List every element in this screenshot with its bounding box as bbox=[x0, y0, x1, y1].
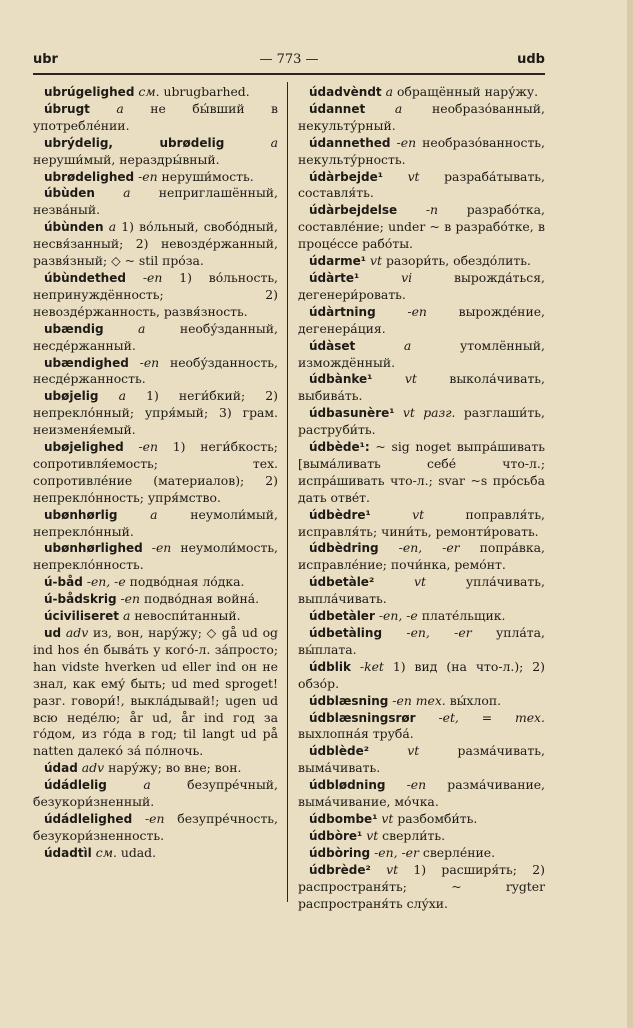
entry-headword: údarme¹ bbox=[309, 254, 367, 269]
dictionary-entry bbox=[298, 270, 545, 304]
entry-grammar: vt bbox=[366, 827, 379, 843]
entry-grammar: vt разг. bbox=[402, 405, 456, 421]
dictionary-entry bbox=[33, 574, 278, 591]
entry-grammar: -en, -er bbox=[374, 844, 419, 860]
dictionary-entry bbox=[298, 338, 545, 372]
entry-definition: разори́ть, обездо́лить. bbox=[385, 253, 531, 269]
entry-headword: údbetàle² bbox=[309, 575, 375, 590]
dictionary-entry bbox=[33, 388, 278, 439]
entry-headword: údannet bbox=[309, 101, 366, 116]
entry-headword: ud bbox=[44, 626, 62, 640]
entry-headword: údbombe¹ bbox=[309, 811, 378, 826]
entry-headword: údbànke¹ bbox=[309, 372, 373, 387]
entry-grammar: a bbox=[150, 506, 158, 522]
dictionary-entry bbox=[33, 507, 278, 541]
dictionary-entry bbox=[33, 270, 278, 321]
entry-definition: безупре́чность, безукори́зненность. bbox=[33, 810, 278, 843]
entry-definition: неумоли́мый, непрекло́нный. bbox=[33, 506, 278, 539]
entry-grammar: -en bbox=[138, 168, 158, 184]
dictionary-entry bbox=[298, 405, 545, 439]
dictionary-entry bbox=[33, 625, 278, 760]
dictionary-entry bbox=[298, 540, 545, 574]
page-edge bbox=[627, 0, 633, 1028]
dictionary-entry bbox=[33, 185, 278, 219]
entry-grammar: vt bbox=[412, 506, 425, 522]
column-divider bbox=[287, 82, 288, 902]
entry-grammar: -en bbox=[396, 134, 417, 150]
entry-headword: údádlelighed bbox=[44, 811, 133, 826]
entry-definition: плате́льщик. bbox=[421, 608, 506, 624]
entry-headword: údad bbox=[44, 761, 78, 776]
dictionary-entry bbox=[298, 659, 545, 693]
entry-definition: udad. bbox=[120, 844, 157, 860]
entry-headword: údàrbejdelse bbox=[309, 203, 398, 218]
entry-headword: úbùndethed bbox=[44, 270, 126, 285]
entry-definition: подво́дная ло́дка. bbox=[129, 574, 245, 590]
entry-grammar: -en bbox=[407, 303, 427, 319]
entry-headword: ú-båd bbox=[44, 575, 83, 590]
dictionary-entry bbox=[298, 574, 545, 608]
entry-headword: úciviliseret bbox=[44, 609, 120, 624]
entry-definition: 1) во́льный, свобо́дный, несвя́занный; 2) невозде́ржанный, развя́зный; ◇ ~ stil про́за. bbox=[33, 219, 278, 269]
entry-grammar: vt bbox=[370, 253, 382, 269]
entry-headword: údbetàler bbox=[309, 609, 375, 624]
entry-headword: údblède² bbox=[309, 744, 369, 759]
dictionary-entry bbox=[33, 439, 278, 507]
entry-headword: ubøjelig bbox=[44, 389, 99, 404]
entry-headword: ubændig bbox=[44, 321, 104, 336]
entry-grammar: vt bbox=[407, 168, 420, 184]
entry-grammar: -en bbox=[138, 439, 158, 455]
entry-headword: údbrède² bbox=[309, 862, 371, 877]
dictionary-entry bbox=[33, 591, 278, 608]
entry-headword: údàrbejde¹ bbox=[309, 169, 383, 184]
entry-grammar: a bbox=[108, 219, 117, 235]
entry-definition: разма́чивание, выма́чивание, мо́чка. bbox=[298, 777, 545, 810]
entry-definition: не бы́вший в употребле́нии. bbox=[33, 100, 278, 133]
entry-headword: ubændighed bbox=[44, 355, 129, 370]
dictionary-entry bbox=[298, 202, 545, 253]
dictionary-entry bbox=[298, 84, 545, 101]
entry-headword: údblæsning bbox=[309, 693, 389, 708]
dictionary-entry bbox=[298, 253, 545, 270]
entry-grammar: vt bbox=[386, 861, 399, 877]
entry-definition: ~ sig noget выпра́шивать [выма́ливать себе́ что-л.; испра́шивать что-л.; svar ~s про́сьба дать отве́т. bbox=[298, 439, 545, 505]
dictionary-entry bbox=[298, 862, 545, 913]
entry-headword: údadtìl bbox=[44, 845, 92, 860]
entry-headword: údadvèndt bbox=[309, 85, 382, 99]
entry-definition: выхлопна́я труба́. bbox=[298, 726, 414, 742]
entry-headword: úbùden bbox=[44, 186, 95, 201]
running-header bbox=[33, 52, 545, 70]
entry-definition: вырожда́ться, дегенери́ровать. bbox=[298, 269, 545, 302]
entry-definition: неумоли́мость, непрекло́нность. bbox=[33, 540, 278, 573]
entry-headword: ubrýdelig, ubrødelig bbox=[44, 135, 225, 150]
entry-headword: ú-bådskrig bbox=[44, 592, 117, 607]
entry-definition: упла́та, вы́плата. bbox=[298, 625, 545, 657]
dictionary-entry bbox=[33, 608, 278, 625]
entry-definition: разрабо́тка, составле́ние; under ~ в разрабо́тке, в проце́ссе рабо́ты. bbox=[298, 202, 545, 252]
entry-grammar: vt bbox=[381, 810, 394, 826]
entry-definition: упла́чивать, выпла́чивать. bbox=[298, 574, 545, 607]
dictionary-entry bbox=[298, 304, 545, 338]
entry-grammar: a bbox=[123, 185, 131, 201]
entry-definition: неруши́мый, нераздры́вный. bbox=[33, 151, 220, 167]
entry-definition: утомлённый, измождённый. bbox=[298, 337, 545, 370]
entry-grammar: adv bbox=[81, 760, 105, 776]
dictionary-entry bbox=[33, 169, 278, 186]
entry-grammar: a bbox=[143, 777, 151, 793]
entry-headword: ubønhørlighed bbox=[44, 541, 143, 556]
dictionary-entry bbox=[33, 101, 278, 135]
entry-grammar: vi bbox=[401, 269, 413, 285]
entry-grammar: см. bbox=[138, 84, 160, 99]
dictionary-entry bbox=[298, 743, 545, 777]
entry-grammar: a bbox=[385, 84, 393, 99]
dictionary-entry bbox=[33, 540, 278, 574]
dictionary-entry bbox=[298, 507, 545, 541]
entry-headword: ubrødelighed bbox=[44, 169, 135, 184]
right-column bbox=[298, 84, 545, 912]
entry-grammar: a bbox=[116, 100, 124, 116]
entry-definition: 1) неги́бкий; 2) непрекло́нный; упря́мый; 3) грам. неизменя́емый. bbox=[33, 388, 278, 438]
entry-grammar: -ket bbox=[359, 658, 384, 674]
dictionary-entry bbox=[298, 777, 545, 811]
entry-definition: 1) расширя́ть; 2) распространя́ть; ~ rygter распространя́ть слу́хи. bbox=[298, 861, 545, 911]
entry-definition: обращённый нару́жу. bbox=[396, 84, 539, 99]
entry-headword: údàrte¹ bbox=[309, 270, 360, 285]
entry-headword: údbèdre¹ bbox=[309, 507, 371, 522]
entry-grammar: a bbox=[394, 100, 403, 116]
entry-grammar: -en bbox=[139, 354, 160, 370]
entry-definition: безупре́чный, безукори́зненный. bbox=[33, 777, 278, 810]
entry-definition: поправля́ть, исправля́ть; чини́ть, ремонти́ровать. bbox=[298, 506, 545, 539]
entry-definition: подво́дная война́. bbox=[143, 591, 260, 607]
entry-definition: неруши́мость. bbox=[161, 168, 254, 184]
dictionary-entry bbox=[33, 84, 278, 101]
entry-grammar: adv bbox=[65, 625, 89, 640]
entry-headword: údbède¹: bbox=[309, 440, 370, 455]
entry-definition: разраба́тывать, составля́ть. bbox=[298, 168, 545, 201]
dictionary-entry bbox=[33, 760, 278, 777]
dictionary-entry bbox=[33, 135, 278, 169]
entry-headword: úbùnden bbox=[44, 220, 104, 235]
entry-headword: údblødning bbox=[309, 778, 386, 793]
entry-headword: údbòre¹ bbox=[309, 828, 363, 843]
entry-definition: вырожде́ние, дегенера́ция. bbox=[298, 303, 545, 336]
entry-definition: вы́хлоп. bbox=[449, 692, 502, 708]
entry-grammar: -en bbox=[120, 591, 140, 607]
entry-definition: необразо́ванный, некульту́рный. bbox=[298, 100, 545, 133]
dictionary-entry bbox=[298, 169, 545, 203]
entry-grammar: -en, -er bbox=[398, 540, 460, 556]
entry-definition: 1) вид (на что-л.); 2) обзо́р. bbox=[298, 658, 545, 691]
dictionary-entry bbox=[33, 219, 278, 270]
entry-grammar: -en bbox=[142, 269, 163, 285]
entry-headword: údbòring bbox=[309, 845, 371, 860]
dictionary-entry bbox=[298, 625, 545, 659]
dictionary-entry bbox=[298, 439, 545, 507]
entry-headword: ubøjelighed bbox=[44, 440, 124, 455]
entry-grammar: vt bbox=[414, 574, 426, 590]
entry-grammar: -en, -e bbox=[86, 574, 126, 590]
entry-definition: выкола́чивать, выбива́ть. bbox=[298, 371, 545, 404]
entry-definition: попра́вка, исправле́ние; почи́нка, ремо́нт. bbox=[298, 540, 545, 573]
dictionary-entry bbox=[298, 101, 545, 135]
entry-headword: ubrúgelighed bbox=[44, 85, 135, 99]
entry-grammar: -en bbox=[144, 810, 165, 826]
entry-definition: разбомби́ть. bbox=[397, 810, 478, 826]
dictionary-entry bbox=[33, 811, 278, 845]
left-column bbox=[33, 84, 278, 862]
entry-grammar: -et, = тех. bbox=[438, 709, 545, 725]
entry-definition: разглаши́ть, раструби́ть. bbox=[298, 405, 545, 438]
entry-headword: údàrtning bbox=[309, 304, 376, 319]
dictionary-entry bbox=[33, 355, 278, 389]
dictionary-entry bbox=[298, 710, 545, 744]
dictionary-entry bbox=[298, 811, 545, 828]
entry-definition: разма́чивать, выма́чивать. bbox=[298, 743, 545, 776]
entry-grammar: -en bbox=[406, 777, 427, 793]
entry-grammar: a bbox=[138, 320, 146, 336]
entry-definition: невоспи́танный. bbox=[134, 608, 241, 624]
entry-headword: údbèdring bbox=[309, 541, 379, 556]
entry-grammar: a bbox=[122, 608, 131, 624]
entry-grammar: a bbox=[403, 337, 412, 353]
entry-grammar: -en, -e bbox=[378, 608, 418, 624]
entry-grammar: a bbox=[118, 388, 126, 404]
dictionary-entry bbox=[298, 608, 545, 625]
entry-definition: из, вон, нару́жу; ◇ gå ud og ind hos én быва́ть у кого́-л. за́просто; han vidste hverken ud eller ind он не знал, как ему́ быть; ud med sproget! разг. говори́!, выкла́дывай!; ugen ud всю неде́лю; år ud, år ind год за го́дом, из го́да в год; til langt ud på natten далеко́ за́ по́лночь. bbox=[33, 625, 278, 759]
entry-definition: необу́зданность, несде́ржанность. bbox=[33, 354, 278, 387]
entry-headword: údblæsningsrør bbox=[309, 710, 416, 725]
dictionary-entry bbox=[298, 828, 545, 845]
entry-definition: сверле́ние. bbox=[422, 844, 496, 860]
entry-headword: údàset bbox=[309, 338, 356, 353]
entry-grammar: -en bbox=[151, 540, 172, 556]
entry-headword: údádlelig bbox=[44, 778, 107, 793]
dictionary-entry bbox=[298, 371, 545, 405]
entry-definition: неприглашённый, незва́ный. bbox=[33, 185, 278, 218]
dictionary-entry bbox=[298, 845, 545, 862]
dictionary-entry bbox=[33, 777, 278, 811]
dictionary-entry bbox=[298, 135, 545, 169]
entry-definition: нару́жу; во вне; вон. bbox=[108, 760, 242, 776]
entry-definition: 1) неги́бкость; сопротивля́емость; тех. сопротивле́ние (материалов); 2) непрекло́нность; упря́мство. bbox=[33, 439, 278, 505]
header-rule bbox=[33, 73, 545, 75]
entry-grammar: vt bbox=[404, 371, 417, 387]
page-number: — 773 — bbox=[259, 52, 319, 67]
entry-headword: ubønhørlig bbox=[44, 507, 118, 522]
entry-grammar: -n bbox=[425, 202, 439, 218]
entry-headword: údbetàling bbox=[309, 626, 383, 640]
header-guide-right: udb bbox=[517, 52, 545, 67]
header-guide-left: ubr bbox=[33, 52, 58, 67]
entry-headword: údbasunère¹ bbox=[309, 406, 395, 421]
entry-definition: сверли́ть. bbox=[382, 827, 446, 843]
entry-grammar: a bbox=[270, 134, 278, 150]
dictionary-entry bbox=[33, 845, 278, 862]
entry-definition: необу́зданный, несде́ржанный. bbox=[33, 320, 278, 353]
entry-grammar: vt bbox=[407, 743, 420, 759]
entry-headword: údannethed bbox=[309, 135, 391, 150]
dictionary-entry bbox=[33, 321, 278, 355]
entry-definition: необразо́ванность, некульту́рность. bbox=[298, 134, 545, 167]
entry-headword: úbrugt bbox=[44, 101, 90, 116]
entry-definition: ubrugbarhed. bbox=[163, 84, 250, 99]
entry-grammar: -en тех. bbox=[392, 692, 446, 708]
entry-headword: údblik bbox=[309, 659, 351, 674]
entry-definition: 1) во́льность, непринуждённость; 2) невозде́ржанность, развя́зность. bbox=[33, 269, 278, 319]
entry-grammar: -en, -er bbox=[406, 625, 472, 640]
dictionary-entry bbox=[298, 693, 545, 710]
entry-grammar: см. bbox=[95, 844, 117, 860]
